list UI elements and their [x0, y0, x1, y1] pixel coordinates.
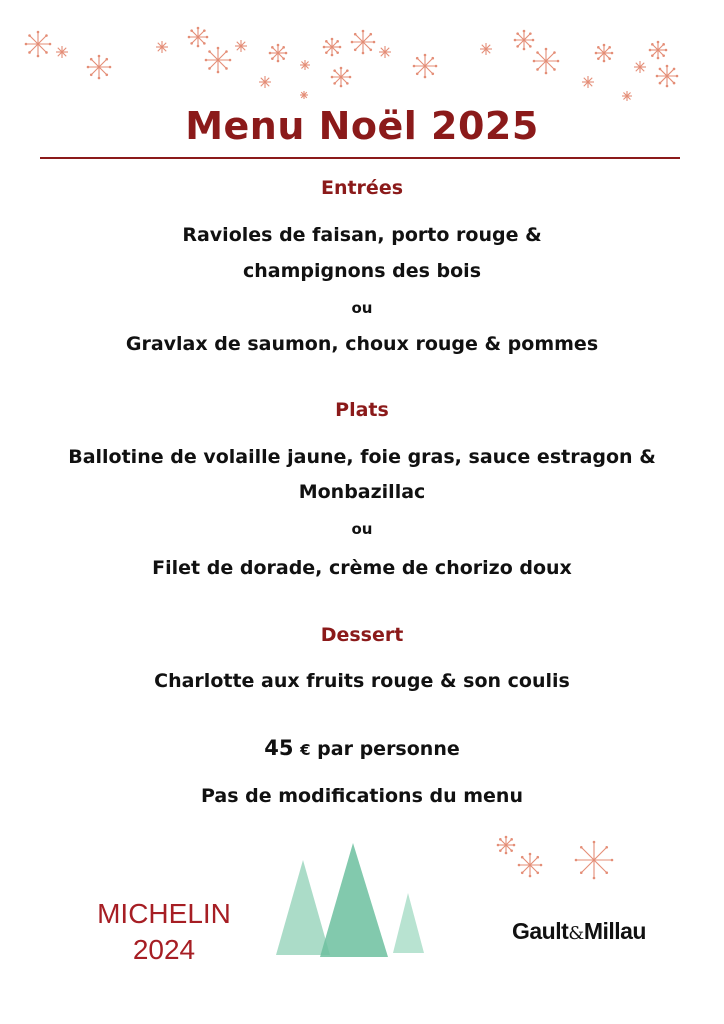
- section-heading-dessert: Dessert: [320, 624, 404, 646]
- snowflake-icon: [649, 41, 668, 60]
- title-divider: [40, 157, 680, 159]
- snowflake-icon: [656, 65, 679, 88]
- page-title: Menu Noël 2025: [185, 104, 539, 148]
- plat-2: Filet de dorade, crème de chorizo doux: [152, 557, 572, 579]
- section-heading-entrees: Entrées: [320, 177, 404, 199]
- menu-note: Pas de modifications du menu: [201, 785, 523, 807]
- entree-2: Gravlax de saumon, choux rouge & pommes: [125, 333, 599, 355]
- plat-1-line-2: Monbazillac: [298, 481, 426, 503]
- entree-1-line-1: Ravioles de faisan, porto rouge &: [182, 224, 542, 246]
- snowflake-icon: [259, 76, 271, 88]
- michelin-year: 2024: [132, 934, 196, 965]
- snowflake-icon: [351, 30, 376, 55]
- gault-text: Gault: [512, 918, 569, 944]
- snowflake-icon: [300, 91, 308, 99]
- snowflake-icon: [497, 836, 516, 855]
- michelin-label: MICHELIN: [97, 898, 231, 929]
- snowflake-icon: [413, 54, 438, 79]
- price-amount: 45: [264, 736, 294, 760]
- price-suffix: par personne: [317, 738, 460, 760]
- price-currency: €: [300, 741, 311, 759]
- snowflake-icon: [323, 38, 342, 57]
- snowflake-icon: [205, 47, 232, 74]
- snowflake-icon: [480, 43, 492, 55]
- snowflake-icon: [622, 91, 632, 101]
- snowflake-icon: [575, 841, 614, 880]
- snowflake-icon: [533, 48, 560, 75]
- plat-separator: ou: [351, 520, 373, 538]
- entree-1-line-2: champignons des bois: [242, 260, 482, 282]
- snowflake-icon: [634, 61, 646, 73]
- snowflake-icon: [235, 40, 247, 52]
- plat-1-line-1: Ballotine de volaille jaune, foie gras, sauce estragon &: [68, 446, 656, 468]
- snowflake-icon: [379, 46, 391, 58]
- christmas-tree-icon: [268, 835, 438, 960]
- snowflake-icon: [156, 41, 168, 53]
- millau-text: Millau: [583, 918, 646, 944]
- snowflake-icon: [595, 44, 614, 63]
- snowflake-icon: [87, 55, 112, 80]
- gault-millau-logo: [512, 918, 646, 945]
- snowflake-icon: [56, 46, 68, 58]
- section-heading-plats: Plats: [335, 399, 389, 421]
- price-line: [20, 736, 704, 760]
- snowflake-icon: [514, 30, 535, 51]
- michelin-badge: [44, 896, 284, 968]
- dessert-1: Charlotte aux fruits rouge & son coulis: [154, 670, 570, 692]
- snowflake-icon: [25, 31, 52, 58]
- snowflake-icon: [518, 853, 543, 878]
- snowflake-icon: [188, 27, 209, 48]
- snowflake-icon: [300, 60, 310, 70]
- gault-ampersand: &: [568, 923, 584, 944]
- entree-separator: ou: [351, 299, 373, 317]
- snowflake-icon: [582, 76, 594, 88]
- snowflake-icon: [331, 67, 352, 88]
- snowflake-icon: [269, 44, 288, 63]
